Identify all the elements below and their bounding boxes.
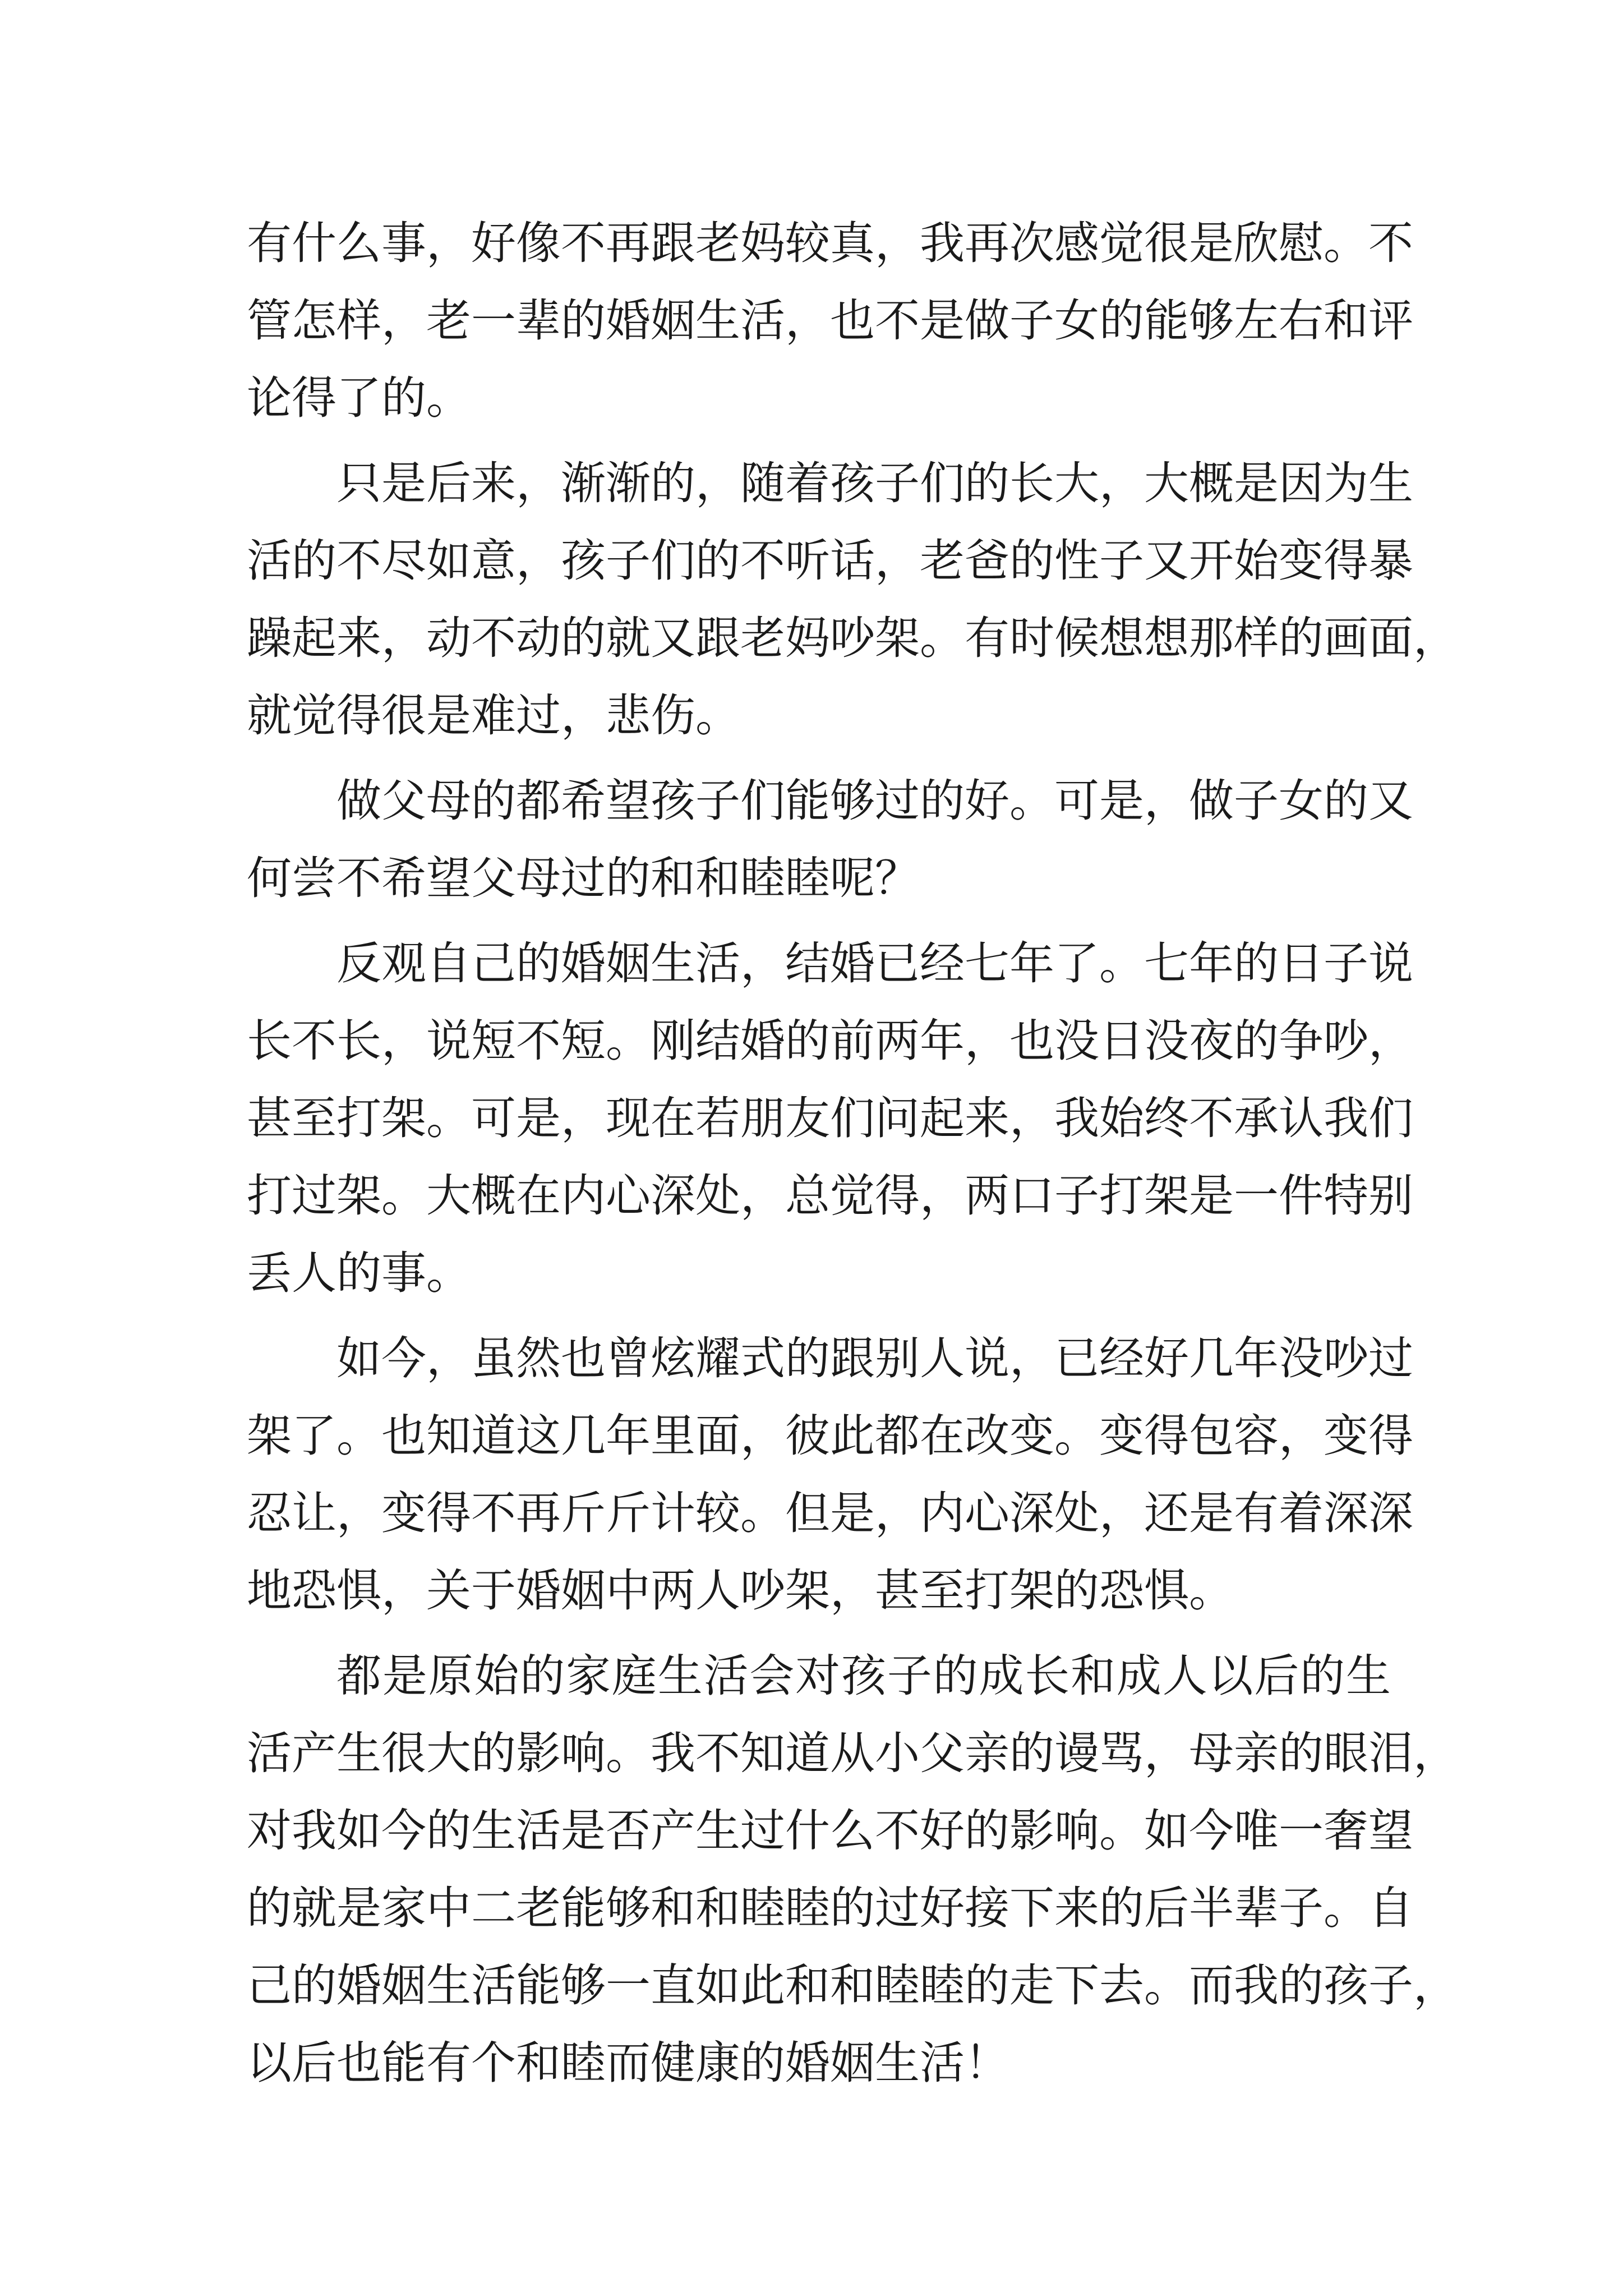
paragraph-line: 只是后来，渐渐的，随着孩子们的长大，大概是因为生 — [336, 457, 1413, 509]
paragraph-5 — [247, 1320, 1413, 1630]
paragraph-line: 的就是家中二老能够和和睦睦的过好接下来的后半辈子。自 — [247, 1882, 1413, 1934]
paragraph-line: 己的婚姻生活能够一直如此和和睦睦的走下去。而我的孩子， — [247, 1959, 1458, 2012]
paragraph-spacer — [247, 1312, 1391, 1320]
paragraph-line: 对我如今的生活是否产生过什么不好的影响。如今唯一奢望 — [247, 1805, 1413, 1857]
paragraph-spacer — [247, 437, 1391, 445]
paragraph-line: 管怎样，老一辈的婚姻生活，也不是做子女的能够左右和评 — [247, 295, 1413, 347]
paragraph-line: 有什么事，好像不再跟老妈较真，我再次感觉很是欣慰。不 — [247, 217, 1413, 269]
paragraph-line: 以后也能有个和睦而健康的婚姻生活！ — [247, 2037, 1009, 2089]
paragraph-4 — [247, 925, 1413, 1312]
paragraph-line: 做父母的都希望孩子们能够过的好。可是，做子女的又 — [336, 775, 1413, 827]
paragraph-line: 反观自己的婚姻生活，结婚已经七年了。七年的日子说 — [336, 937, 1413, 990]
paragraph-line: 地恐惧，关于婚姻中两人吵架，甚至打架的恐惧。 — [247, 1565, 1234, 1617]
paragraph-line: 活的不尽如意，孩子们的不听话，老爸的性子又开始变得暴 — [247, 535, 1413, 587]
paragraph-spacer — [247, 1630, 1391, 1637]
paragraph-line: 如今，虽然也曾炫耀式的跟别人说，已经好几年没吵过 — [336, 1332, 1413, 1384]
document-body — [247, 205, 1458, 2102]
paragraph-line: 长不长，说短不短。刚结婚的前两年，也没日没夜的争吵， — [247, 1015, 1413, 1067]
paragraph-1 — [247, 205, 1413, 437]
paragraph-3 — [247, 762, 1413, 917]
paragraph-line: 就觉得很是难过，悲伤。 — [247, 689, 740, 742]
paragraph-2 — [247, 445, 1458, 754]
paragraph-line: 论得了的。 — [247, 372, 471, 424]
paragraph-line: 何尝不希望父母过的和和睦睦呢？ — [247, 852, 920, 904]
paragraph-line: 甚至打架。可是，现在若朋友们问起来，我始终不承认我们 — [247, 1092, 1413, 1144]
paragraph-spacer — [247, 754, 1391, 762]
paragraph-line: 打过架。大概在内心深处，总觉得，两口子打架是一件特别 — [247, 1170, 1413, 1222]
paragraph-line: 躁起来，动不动的就又跟老妈吵架。有时候想想那样的画面， — [247, 612, 1458, 664]
paragraph-line: 架了。也知道这几年里面，彼此都在改变。变得包容，变得 — [247, 1410, 1413, 1462]
paragraph-spacer — [247, 917, 1391, 925]
paragraph-line: 活产生很大的影响。我不知道从小父亲的谩骂，母亲的眼泪， — [247, 1727, 1458, 1779]
paragraph-line: 都是原始的家庭生活会对孩子的成长和成人以后的生 — [336, 1650, 1391, 1702]
paragraph-line: 忍让，变得不再斤斤计较。但是，内心深处，还是有着深深 — [247, 1487, 1413, 1539]
paragraph-line: 丢人的事。 — [247, 1247, 471, 1299]
paragraph-6 — [247, 1637, 1458, 2102]
